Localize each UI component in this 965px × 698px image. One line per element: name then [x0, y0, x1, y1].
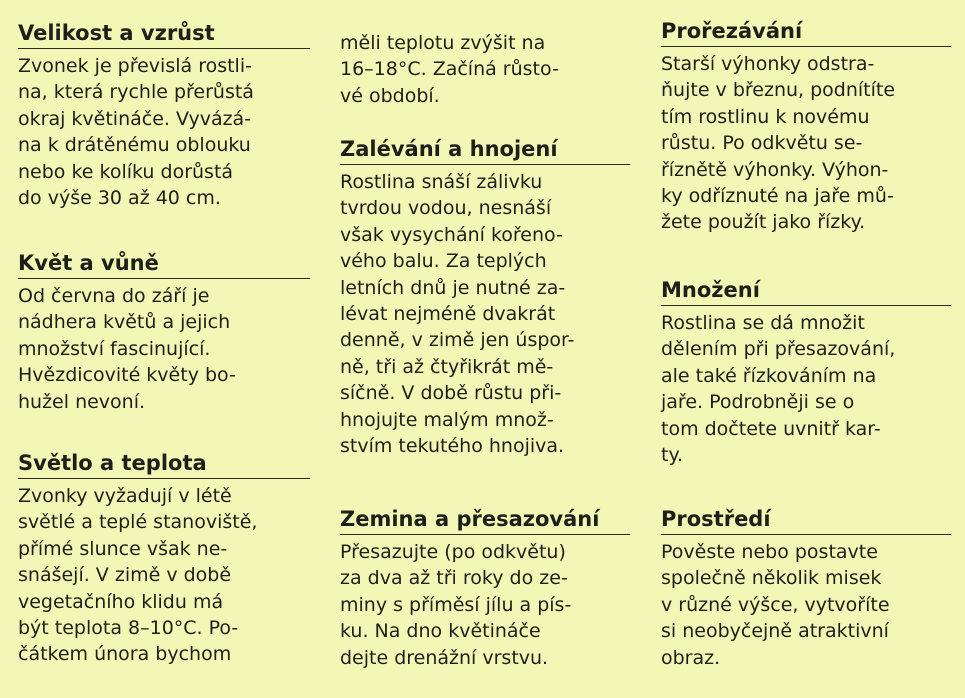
text-line: však vysychání kořeno-: [340, 223, 563, 246]
section-text: [661, 539, 951, 671]
text-line: denně, v zimě jen úspor-: [340, 329, 575, 352]
text-line: ně, tři až čtyřikrát mě-: [340, 355, 554, 378]
text-line: společně několik misek: [661, 567, 882, 590]
text-line: ty.: [661, 444, 684, 467]
section-text: [340, 539, 630, 671]
section-heading: Světlo a teplota: [18, 450, 310, 479]
text-line: si neobyčejně atraktivní: [661, 620, 889, 643]
text-line: ku. Na dno květináče: [340, 620, 541, 643]
text-line: množství fascinující.: [18, 337, 211, 360]
section-heading: Velikost a vzrůst: [18, 20, 310, 49]
text-line: stvím tekutého hnojiva.: [340, 435, 565, 458]
section-text: [18, 483, 310, 668]
text-line: 16–18°C. Začíná růsto-: [340, 58, 559, 81]
section-heading: Zalévání a hnojení: [340, 136, 630, 165]
text-line: vegetačního klidu má: [18, 590, 224, 613]
text-line: vé období.: [340, 84, 440, 107]
section-continuation: [340, 30, 630, 109]
text-line: být teplota 8–10°C. Po-: [18, 617, 239, 640]
section-heading: Prostředí: [661, 506, 951, 535]
text-line: v různé výšce, vytvoříte: [661, 593, 890, 616]
text-line: nebo ke kolíku dorůstá: [18, 160, 234, 183]
section-heading: Květ a vůně: [18, 250, 310, 279]
section-heading: Prořezávání: [661, 18, 951, 47]
text-line: tom dočtete uvnitř kar-: [661, 417, 881, 440]
text-line: Starší výhonky odstra-: [661, 53, 875, 75]
text-line: Rostlina snáší zálivku: [340, 171, 543, 193]
section-text: [661, 310, 951, 468]
text-line: čátkem února bychom: [18, 643, 232, 666]
section-text: [18, 283, 310, 415]
text-line: ale také řízkováním na: [661, 364, 877, 387]
text-line: tím rostlinu k novému: [661, 105, 870, 128]
text-line: Pověste nebo postavte: [661, 541, 878, 563]
text-line: letních dnů je nutné za-: [340, 276, 566, 299]
text-line: hužel nevoní.: [18, 390, 146, 413]
section-watering-fertilizing: [340, 136, 630, 459]
text-line: žete použít jako řízky.: [661, 211, 866, 234]
text-line: na, která rychle přerůstá: [18, 81, 254, 104]
text-line: okraj květináče. Vyvázá-: [18, 107, 252, 130]
text-line: hnojujte malým množ-: [340, 408, 554, 431]
text-line: přímé slunce však ne-: [18, 537, 228, 560]
text-line: Od června do září je: [18, 285, 210, 307]
section-soil-repotting: [340, 506, 630, 671]
section-environment: [661, 506, 951, 671]
text-line: tvrdou vodou, nesnáší: [340, 197, 552, 220]
text-line: ňujte v březnu, podnítíte: [661, 79, 896, 102]
section-pruning: [661, 18, 951, 236]
text-line: snášejí. V zimě v době: [18, 564, 232, 587]
text-line: Hvězdicovité květy bo-: [18, 364, 236, 387]
section-heading: Množení: [661, 277, 951, 306]
text-line: miny s příměsí jílu a pís-: [340, 593, 572, 616]
section-propagation: [661, 277, 951, 468]
text-line: Rostlina se dá množit: [661, 312, 865, 334]
text-line: měli teplotu zvýšit na: [340, 32, 546, 54]
text-line: vého balu. Za teplých: [340, 250, 547, 273]
text-line: Zvonek je převislá rostli-: [18, 55, 252, 77]
section-size-growth: [18, 20, 310, 211]
text-line: na k drátěnému oblouku: [18, 134, 251, 157]
text-line: ky odříznuté na jaře mů-: [661, 185, 894, 208]
text-line: za dva až tři roky do ze-: [340, 567, 568, 590]
section-text: [661, 51, 951, 236]
text-line: říznětě výhonky. Výhon-: [661, 158, 889, 181]
text-line: jaře. Podrobněji se o: [661, 391, 855, 414]
text-line: dejte drenážní vrstvu.: [340, 646, 549, 669]
text-line: Přesazujte (po odkvětu): [340, 541, 566, 563]
text-line: světlé a teplé stanoviště,: [18, 511, 258, 534]
section-light-temperature: [18, 450, 310, 668]
text-line: do výše 30 až 40 cm.: [18, 187, 221, 210]
text-line: dělením při přesazování,: [661, 338, 896, 361]
section-text: [340, 169, 630, 459]
text-line: růstu. Po odkvětu se-: [661, 132, 863, 155]
text-line: obraz.: [661, 646, 721, 669]
text-line: Zvonky vyžadují v létě: [18, 485, 232, 507]
section-text: [18, 53, 310, 211]
text-line: nádhera květů a jejich: [18, 311, 231, 334]
section-heading: Zemina a přesazování: [340, 506, 630, 535]
section-flower-scent: [18, 250, 310, 415]
text-line: lévat nejméně dvakrát: [340, 303, 556, 326]
text-line: síčně. V době růstu při-: [340, 382, 562, 405]
